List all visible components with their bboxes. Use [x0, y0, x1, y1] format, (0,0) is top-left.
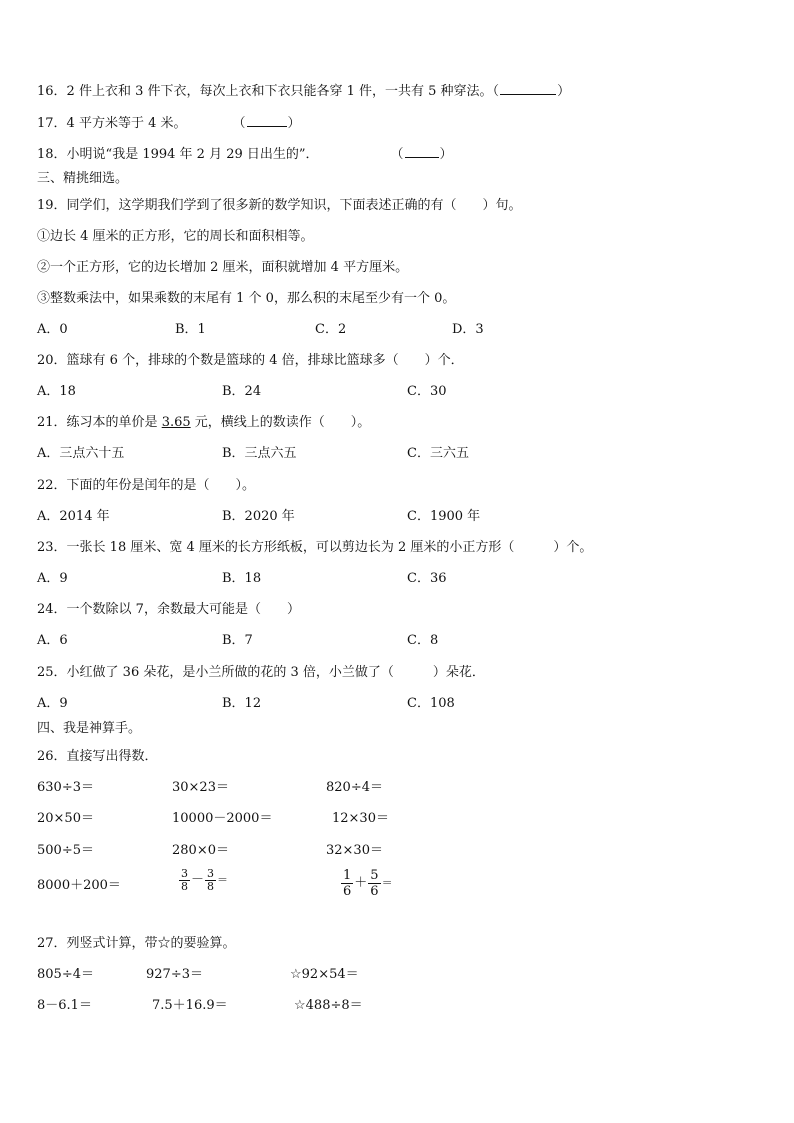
question-25-stem: 25．小红做了 36 朵花，是小兰所做的花的 3 倍，小兰做了（ ）朵花．: [37, 665, 485, 680]
question-16-text: 16．2 件上衣和 3 件下衣，每次上衣和下衣只能各穿 1 件，一共有 5 种穿法。（: [37, 84, 500, 99]
question-19-statement-3: ③整数乘法中，如果乘数的末尾有 1 个 0，那么积的末尾至少有一个 0。: [37, 291, 456, 306]
calc-item: 280×0＝: [172, 843, 229, 858]
q22-option-b[interactable]: B．2020 年: [222, 509, 295, 524]
answer-blank-18[interactable]: [405, 145, 439, 158]
calc-item: ☆488÷8＝: [294, 998, 363, 1013]
fraction: $\frac{5}{6}$: [370, 868, 379, 899]
answer-blank-17[interactable]: [247, 114, 287, 127]
question-21-post: 元，横线上的数读作（ ）。: [190, 415, 371, 430]
q21-option-a[interactable]: A．三点六十五: [37, 446, 125, 461]
question-22-stem: 22．下面的年份是闰年的是（ ）。: [37, 478, 256, 493]
question-16-close: ）: [557, 84, 571, 99]
question-18-text: 18．小明说“我是 1994 年 2 月 29 日出生的”．: [37, 147, 319, 162]
q19-option-b[interactable]: B．1: [175, 322, 206, 337]
q23-option-b[interactable]: B．18: [222, 571, 262, 586]
q20-option-a[interactable]: A．18: [37, 384, 76, 399]
underlined-price: 3.65: [161, 415, 191, 430]
question-26-stem: 26．直接写出得数．: [37, 749, 158, 764]
calc-item: 820÷4＝: [326, 780, 383, 795]
q23-option-c[interactable]: C．36: [407, 571, 447, 586]
fraction-expression-1: $\frac{3}{8}$ － $\frac{3}{8}$ ＝: [181, 867, 229, 893]
calc-item: 630÷3＝: [37, 780, 94, 795]
calc-item: 8000＋200＝: [37, 878, 121, 893]
q25-option-a[interactable]: A．9: [37, 696, 68, 711]
question-16: [37, 82, 570, 101]
fraction: $\frac{3}{8}$: [181, 867, 188, 893]
q21-option-b[interactable]: B．三点六五: [222, 446, 297, 461]
q25-option-c[interactable]: C．108: [407, 696, 455, 711]
fraction: $\frac{3}{8}$: [207, 867, 215, 893]
q21-option-c[interactable]: C．三六五: [407, 446, 469, 461]
calc-item: 20×50＝: [37, 811, 94, 826]
question-21-stem: [37, 414, 370, 432]
question-17-open: （: [232, 116, 246, 131]
q25-option-b[interactable]: B．12: [222, 696, 262, 711]
q19-option-c[interactable]: C．2: [315, 322, 347, 337]
q19-option-d[interactable]: D．3: [452, 322, 484, 337]
calc-item: 8－6.1＝: [37, 998, 92, 1013]
calc-item: 10000－2000＝: [172, 811, 273, 826]
calc-item: 12×30＝: [332, 811, 389, 826]
q24-option-c[interactable]: C．8: [407, 633, 439, 648]
calc-item: 32×30＝: [326, 843, 383, 858]
question-17-text: 17．4 平方米等于 4 米。: [37, 116, 187, 131]
q22-option-a[interactable]: A．2014 年: [37, 509, 110, 524]
question-23-stem: 23．一张长 18 厘米、宽 4 厘米的长方形纸板，可以剪边长为 2 厘米的小正方形（ ）个。: [37, 540, 593, 555]
calc-item: 927÷3＝: [146, 967, 203, 982]
q20-option-c[interactable]: C．30: [407, 384, 447, 399]
q19-option-a[interactable]: A．0: [37, 322, 68, 337]
question-21-pre: 21．练习本的单价是: [37, 415, 162, 430]
section-4-heading: 四、我是神算手。: [37, 721, 142, 736]
question-24-stem: 24．一个数除以 7，余数最大可能是（ ）: [37, 602, 300, 617]
answer-blank-16[interactable]: [500, 82, 556, 95]
fraction-expression-2: $\frac{1}{6}$ ＋ $\frac{5}{6}$ ＝: [343, 868, 393, 899]
q24-option-b[interactable]: B．7: [222, 633, 253, 648]
section-3-heading: 三、精挑细选。: [37, 171, 129, 186]
question-17-close: ）: [287, 116, 301, 131]
question-18-open: （: [390, 147, 404, 162]
question-19-statement-2: ②一个正方形，它的边长增加 2 厘米，面积就增加 4 平方厘米。: [37, 260, 409, 275]
question-19-stem: 19．同学们，这学期我们学到了很多新的数学知识，下面表述正确的有（ ）句。: [37, 198, 522, 213]
q23-option-a[interactable]: A．9: [37, 571, 68, 586]
question-27-stem: 27．列竖式计算，带☆的要验算。: [37, 936, 236, 951]
calc-item: 500÷5＝: [37, 843, 94, 858]
fraction: $\frac{1}{6}$: [343, 868, 352, 899]
q20-option-b[interactable]: B．24: [222, 384, 262, 399]
question-18: [37, 145, 453, 164]
calc-item: 7.5＋16.9＝: [152, 998, 228, 1013]
calc-item: 30×23＝: [172, 780, 229, 795]
question-19-statement-1: ①边长 4 厘米的正方形，它的周长和面积相等。: [37, 229, 314, 244]
question-17: [37, 114, 301, 133]
question-20-stem: 20．篮球有 6 个，排球的个数是篮球的 4 倍，排球比篮球多（ ）个．: [37, 353, 464, 368]
question-18-close: ）: [439, 147, 453, 162]
q22-option-c[interactable]: C．1900 年: [407, 509, 481, 524]
q24-option-a[interactable]: A．6: [37, 633, 68, 648]
calc-item: 805÷4＝: [37, 967, 94, 982]
calc-item: ☆92×54＝: [290, 967, 359, 982]
